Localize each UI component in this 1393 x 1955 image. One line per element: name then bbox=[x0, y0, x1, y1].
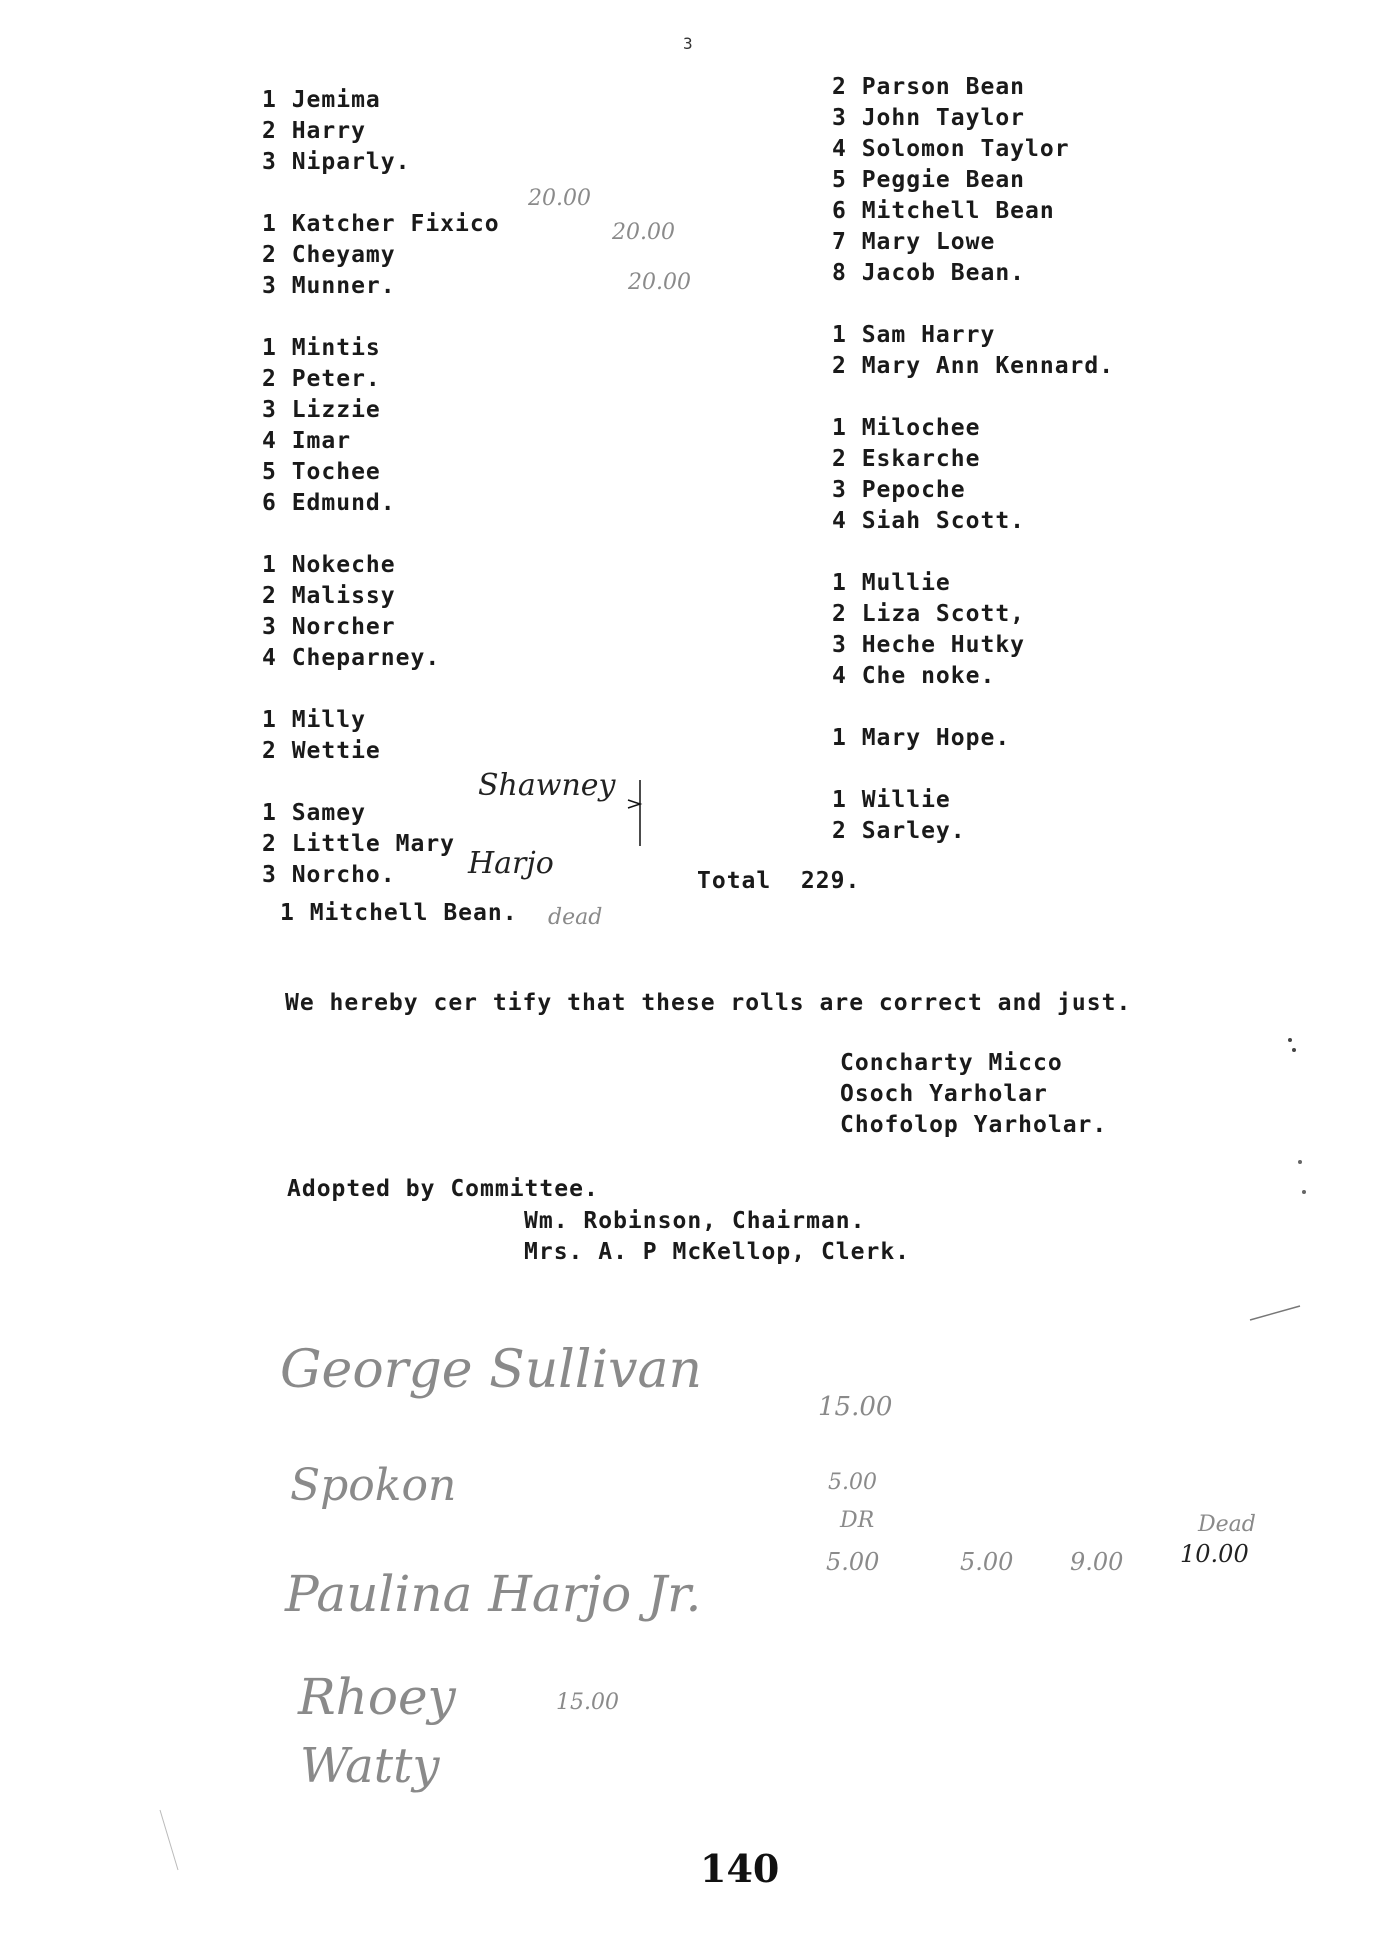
handwritten-amount: 5.00 bbox=[960, 1548, 1014, 1576]
left-column bbox=[262, 85, 500, 922]
adopted-by-committee: Adopted by Committee. bbox=[287, 1176, 599, 1202]
family-group bbox=[832, 320, 1114, 382]
roll-entry: 3 Norcho. bbox=[262, 862, 396, 888]
scan-speck bbox=[1302, 1190, 1306, 1194]
roll-entry: 6 Edmund. bbox=[262, 490, 396, 516]
roll-entry: 1 Mintis bbox=[262, 335, 381, 361]
handwritten-annotation: Shawney bbox=[478, 768, 616, 803]
scan-speck bbox=[1292, 1048, 1296, 1052]
signer-name: Concharty Micco bbox=[840, 1050, 1063, 1076]
handwritten-name: Paulina Harjo Jr. bbox=[285, 1565, 702, 1623]
handwritten-amount: 9.00 bbox=[1070, 1548, 1124, 1576]
roll-entry: 2 Little Mary bbox=[262, 831, 456, 857]
roll-total: Total 229. bbox=[697, 868, 861, 894]
family-group bbox=[262, 209, 500, 302]
family-group bbox=[832, 723, 1114, 754]
roll-entry: 3 Heche Hutky bbox=[832, 632, 1026, 658]
roll-entry: 2 Sarley. bbox=[832, 818, 966, 844]
roll-entry: 1 Willie bbox=[832, 787, 951, 813]
scan-speck bbox=[1288, 1038, 1292, 1042]
roll-entry: 6 Mitchell Bean bbox=[832, 198, 1055, 224]
roll-entry: 1 Mullie bbox=[832, 570, 951, 596]
roll-entry: 2 Cheyamy bbox=[262, 242, 396, 268]
roll-entry: 1 Mary Hope. bbox=[832, 725, 1011, 751]
handwritten-amount: 20.00 bbox=[628, 270, 691, 295]
roll-entry: 3 Munner. bbox=[262, 273, 396, 299]
handwritten-name: George Sullivan bbox=[280, 1340, 702, 1400]
officer-name: Mrs. A. P McKellop, Clerk. bbox=[524, 1239, 911, 1265]
roll-entry: 3 Norcher bbox=[262, 614, 396, 640]
roll-entry: 2 Malissy bbox=[262, 583, 396, 609]
roll-entry: 2 Liza Scott, bbox=[832, 601, 1026, 627]
handwritten-name: Spokon bbox=[290, 1460, 457, 1511]
roll-entry: 3 Niparly. bbox=[262, 149, 411, 175]
roll-entry: 3 John Taylor bbox=[832, 105, 1026, 131]
roll-entry: 1 Sam Harry bbox=[832, 322, 996, 348]
roll-entry: 4 Siah Scott. bbox=[832, 508, 1026, 534]
roll-entry: 1 Mitchell Bean. bbox=[280, 900, 518, 926]
handwritten-name: Watty bbox=[300, 1738, 440, 1794]
roll-entry: 4 Imar bbox=[262, 428, 352, 454]
roll-entry: 1 Milly bbox=[262, 707, 366, 733]
roll-entry: 4 Solomon Taylor bbox=[832, 136, 1070, 162]
family-group bbox=[262, 798, 500, 891]
handwritten-annotation: Harjo bbox=[468, 846, 554, 881]
family-group bbox=[832, 568, 1114, 692]
handwritten-amount: 10.00 bbox=[1180, 1540, 1249, 1568]
roll-entry: 5 Peggie Bean bbox=[832, 167, 1026, 193]
roll-entry: 5 Tochee bbox=[262, 459, 381, 485]
handwritten-amount: 5.00 bbox=[828, 1470, 877, 1495]
scan-mark bbox=[160, 1810, 178, 1870]
roll-entry: 1 Katcher Fixico bbox=[262, 211, 500, 237]
family-group bbox=[832, 413, 1114, 537]
family-group bbox=[262, 333, 500, 519]
roll-entry: 2 Peter. bbox=[262, 366, 381, 392]
handwritten-annotation: dead bbox=[548, 905, 603, 930]
handwritten-amount: 15.00 bbox=[818, 1392, 893, 1422]
page-number-top: 3 bbox=[683, 34, 693, 53]
handwritten-amount: 15.00 bbox=[556, 1690, 619, 1715]
roll-entry: 3 Pepoche bbox=[832, 477, 966, 503]
handwritten-amount: 20.00 bbox=[612, 220, 675, 245]
roll-entry: 8 Jacob Bean. bbox=[832, 260, 1026, 286]
handwritten-name: Rhoey bbox=[298, 1668, 456, 1726]
scan-speck bbox=[1298, 1160, 1302, 1164]
roll-entry: 2 Wettie bbox=[262, 738, 381, 764]
signer-name: Osoch Yarholar bbox=[840, 1081, 1048, 1107]
family-group bbox=[262, 705, 500, 767]
officers-block bbox=[524, 1206, 910, 1268]
roll-entry: 2 Harry bbox=[262, 118, 366, 144]
signers-block bbox=[840, 1048, 1107, 1141]
right-column bbox=[832, 72, 1114, 878]
handwritten-label: DR bbox=[840, 1508, 875, 1533]
family-group bbox=[832, 72, 1114, 289]
scan-mark bbox=[1250, 1306, 1300, 1320]
family-group bbox=[262, 550, 500, 674]
officer-name: Wm. Robinson, Chairman. bbox=[524, 1208, 866, 1234]
roll-entry: 2 Parson Bean bbox=[832, 74, 1026, 100]
signer-name: Chofolop Yarholar. bbox=[840, 1112, 1108, 1138]
bracket-mark bbox=[628, 800, 640, 808]
roll-entry: 7 Mary Lowe bbox=[832, 229, 996, 255]
handwritten-label: Dead bbox=[1198, 1512, 1256, 1537]
roll-entry: 3 Lizzie bbox=[262, 397, 381, 423]
certification-statement: We hereby cer tify that these rolls are correct and just. bbox=[285, 990, 1132, 1016]
roll-entry: 1 Samey bbox=[262, 800, 366, 826]
roll-entry: 2 Eskarche bbox=[832, 446, 981, 472]
roll-entry: 4 Cheparney. bbox=[262, 645, 441, 671]
roll-entry: 1 Milochee bbox=[832, 415, 981, 441]
handwritten-amount: 5.00 bbox=[826, 1548, 880, 1576]
roll-entry: 4 Che noke. bbox=[832, 663, 996, 689]
roll-entry: 1 Jemima bbox=[262, 87, 381, 113]
roll-entry: 2 Mary Ann Kennard. bbox=[832, 353, 1115, 379]
family-group bbox=[832, 785, 1114, 847]
roll-entry: 1 Nokeche bbox=[262, 552, 396, 578]
handwritten-amount: 20.00 bbox=[528, 186, 591, 211]
page-number-bottom: 140 bbox=[700, 1846, 780, 1891]
family-group bbox=[262, 85, 500, 178]
